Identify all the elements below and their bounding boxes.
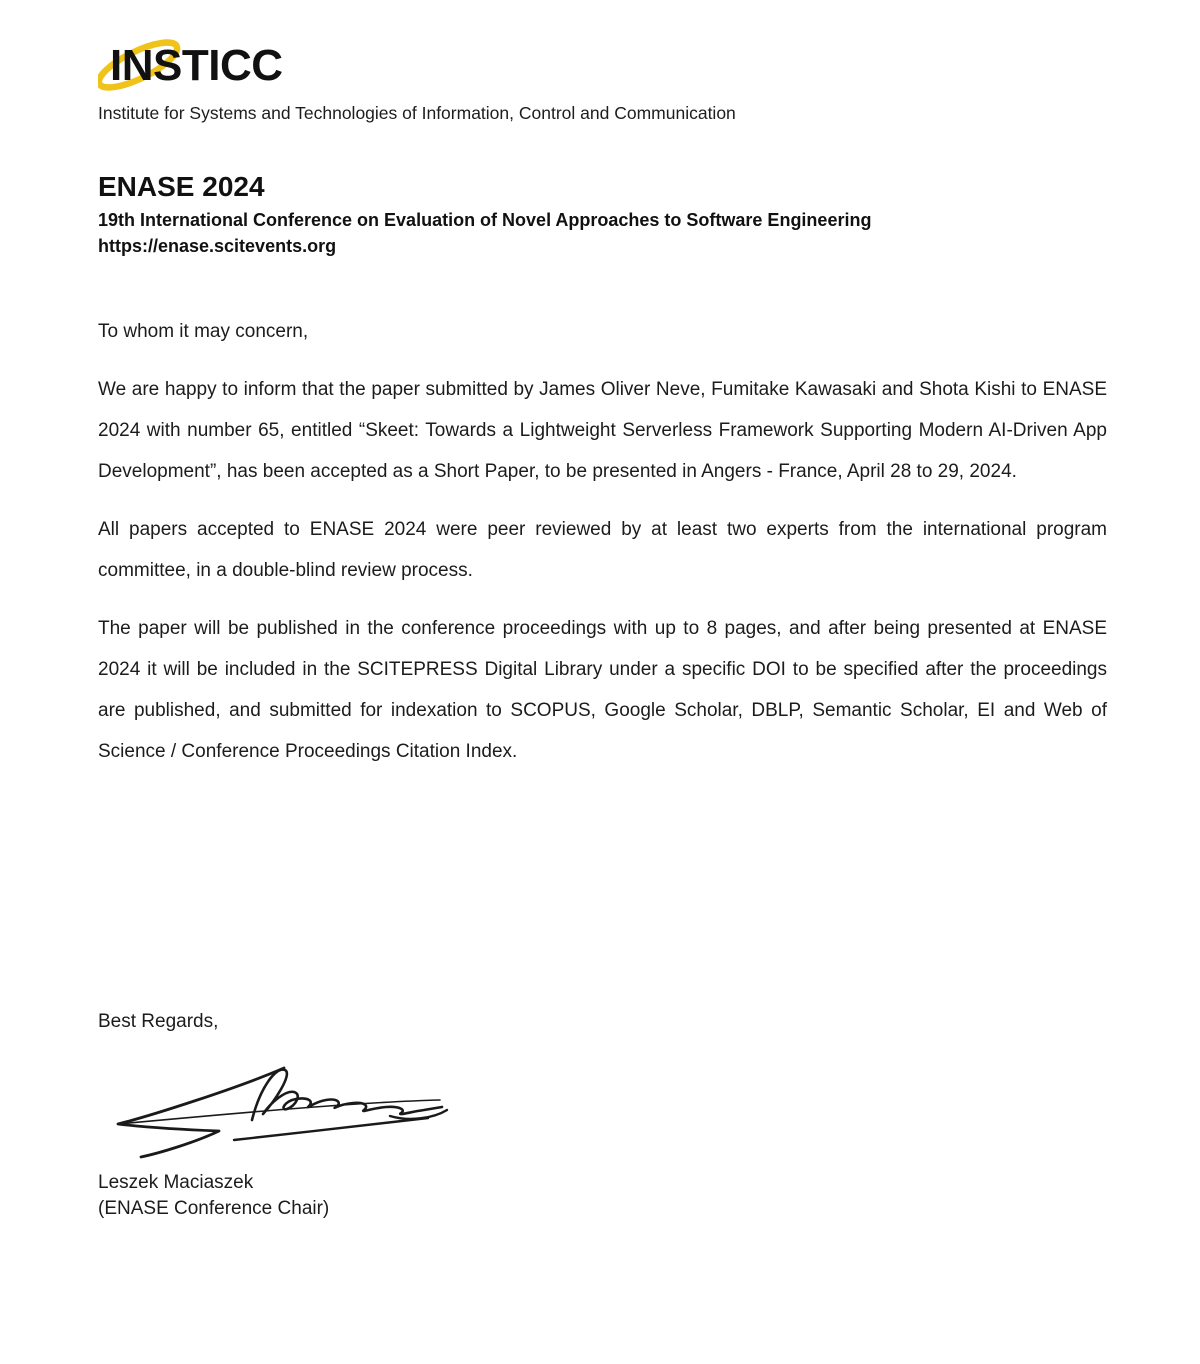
- signer-name: Leszek Maciaszek: [98, 1172, 254, 1193]
- conference-subtitle: 19th International Conference on Evaluation of Novel Approaches to Software Engineering: [98, 210, 872, 230]
- insticc-logo-icon: [98, 38, 308, 92]
- closing: Best Regards,: [98, 1011, 219, 1032]
- signer-role: (ENASE Conference Chair): [98, 1198, 330, 1219]
- letterhead: [98, 38, 1107, 125]
- handwritten-signature-icon: [106, 1054, 451, 1166]
- insticc-logo: [98, 38, 308, 92]
- conference-title: ENASE 2024: [98, 171, 265, 202]
- institute-tagline: Institute for Systems and Technologies of Information, Control and Communication: [98, 103, 736, 123]
- signature-image: [106, 1054, 451, 1166]
- paragraph-publication: The paper will be published in the conference proceedings with up to 8 pages, and after being presented at ENASE 2024 it will be included in the SCITEPRESS Digital Library under a specific DOI to be specified after the proceedings are published, and submitted for indexation to SCOPUS, Google Scholar, DBLP, Semantic Scholar, EI and Web of Science / Conference Proceedings Citation Index.: [98, 618, 1107, 762]
- paragraph-acceptance: We are happy to inform that the paper submitted by James Oliver Neve, Fumitake Kawasaki and Shota Kishi to ENASE 2024 with number 65, entitled “Skeet: Towards a Lightweight Serverless Framework Supporting Modern AI-Driven App Development”, has been accepted as a Short Paper, to be presented in Angers - France, April 28 to 29, 2024.: [98, 379, 1107, 482]
- letter-body: [98, 311, 1107, 1222]
- conference-url[interactable]: https://enase.scitevents.org: [98, 236, 337, 256]
- logo-wordmark: INSTICC: [110, 41, 283, 90]
- conference-header: [98, 171, 1107, 259]
- paragraph-review: All papers accepted to ENASE 2024 were peer reviewed by at least two experts from the international program committee, in a double-blind review process.: [98, 519, 1107, 581]
- signer-block: [98, 1170, 1107, 1222]
- salutation: To whom it may concern,: [98, 321, 309, 342]
